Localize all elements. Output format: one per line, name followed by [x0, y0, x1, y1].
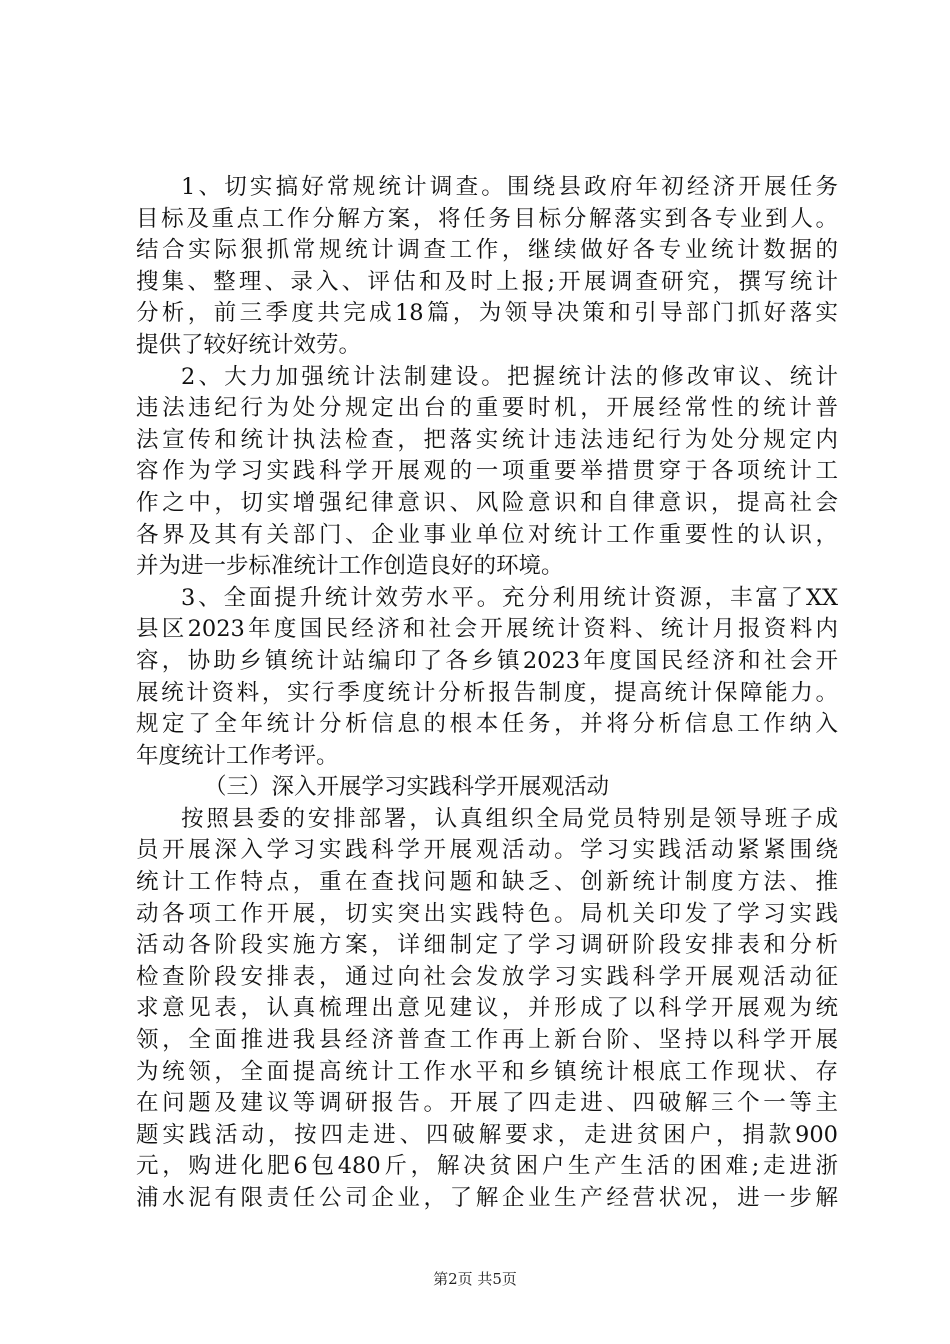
page-footer: 第2页 共5页	[433, 1270, 517, 1288]
text-line: 目标及重点工作分解方案，将任务目标分解落实到各专业到人。	[136, 205, 838, 232]
text-line: 检查阶段安排表，通过向社会发放学习实践科学开展观活动征	[136, 963, 838, 990]
text-line: 年度统计工作考评。	[136, 742, 339, 769]
text-line: 县区2023年度国民经济和社会开展统计资料、统计月报资料内	[136, 616, 838, 643]
text-line: 浦水泥有限责任公司企业，了解企业生产经营状况，进一步解	[136, 1185, 838, 1211]
text-line: 在问题及建议等调研报告。开展了四走进、四破解三个一等主	[136, 1090, 838, 1117]
text-line: 各界及其有关部门、企业事业单位对统计工作重要性的认识，	[136, 521, 838, 548]
text-line: 违法违纪行为处分规定出台的重要时机，开展经常性的统计普	[136, 395, 838, 422]
text-line: 动各项工作开展，切实突出实践特色。局机关印发了学习实践	[136, 900, 838, 927]
document-body	[136, 172, 838, 1215]
text-line: 法宣传和统计执法检查，把落实统计违法违纪行为处分规定内	[136, 426, 838, 453]
text-line: 领，全面推进我县经济普查工作再上新台阶、坚持以科学开展	[136, 1027, 838, 1054]
text-line: 并为进一步标准统计工作创造良好的环境。	[136, 553, 564, 580]
text-line: 员开展深入学习实践科学开展观活动。学习实践活动紧紧围绕	[136, 837, 838, 864]
text-line: 元，购进化肥6包480斤，解决贫困户生产生活的困难;走进浙	[136, 1153, 838, 1180]
text-line: 按照县委的安排部署，认真组织全局党员特别是领导班子成	[181, 805, 838, 832]
text-line: 统计工作特点，重在查找问题和缺乏、创新统计制度方法、推	[136, 869, 838, 896]
text-line: 展统计资料，实行季度统计分析报告制度，提高统计保障能力。	[136, 679, 838, 706]
text-line: 作之中，切实增强纪律意识、风险意识和自律意识，提高社会	[136, 489, 838, 516]
text-line: 容作为学习实践科学开展观的一项重要举措贯穿于各项统计工	[136, 458, 838, 485]
text-line: 搜集、整理、录入、评估和及时上报;开展调查研究，撰写统计	[136, 268, 838, 295]
text-line: 结合实际狠抓常规统计调查工作，继续做好各专业统计数据的	[136, 237, 838, 264]
text-line: 2、大力加强统计法制建设。把握统计法的修改审议、统计	[181, 363, 838, 390]
text-line: 规定了全年统计分析信息的根本任务，并将分析信息工作纳入	[136, 711, 838, 738]
text-line: 1、切实搞好常规统计调查。围绕县政府年初经济开展任务	[181, 174, 838, 200]
text-line: 3、全面提升统计效劳水平。充分利用统计资源，丰富了XX	[181, 584, 838, 611]
text-line: 活动各阶段实施方案，详细制定了学习调研阶段安排表和分析	[136, 932, 838, 959]
text-line: 求意见表，认真梳理出意见建议，并形成了以科学开展观为统	[136, 995, 838, 1022]
section-heading: （三）深入开展学习实践科学开展观活动	[204, 774, 610, 801]
text-line: 分析，前三季度共完成18篇，为领导决策和引导部门抓好落实	[136, 300, 838, 327]
text-line: 提供了较好统计效劳。	[136, 331, 362, 358]
text-line: 为统领，全面提高统计工作水平和乡镇统计根底工作现状、存	[136, 1058, 838, 1085]
text-line: 题实践活动，按四走进、四破解要求，走进贫困户，捐款900	[136, 1121, 838, 1148]
text-line: 容，协助乡镇统计站编印了各乡镇2023年度国民经济和社会开	[136, 647, 838, 674]
